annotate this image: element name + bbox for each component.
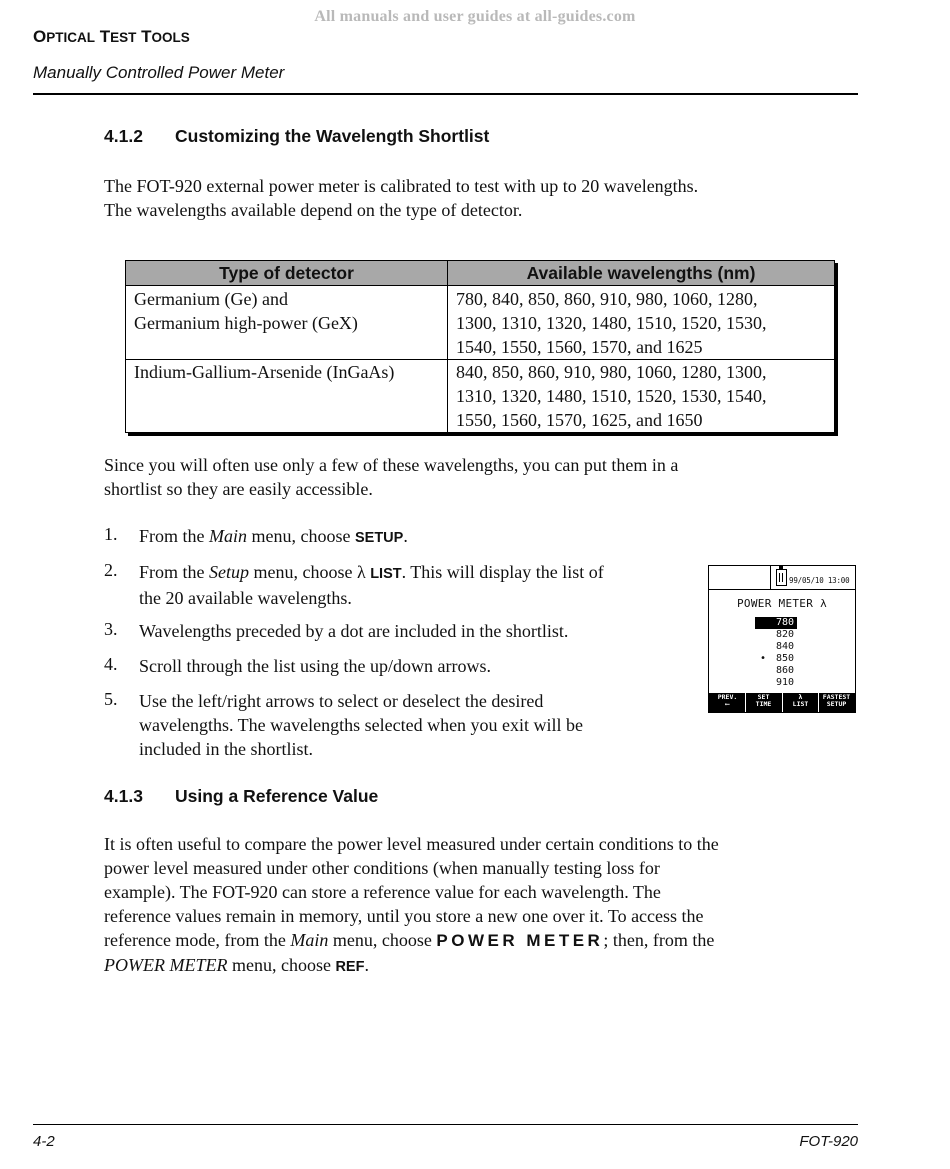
paragraph-line: The FOT-920 external power meter is calibrated to test with up to 20 wavelengths. bbox=[104, 176, 699, 196]
section-number: 4.1.2 bbox=[104, 126, 143, 146]
section-title: Customizing the Wavelength Shortlist bbox=[175, 126, 490, 146]
text-run: menu, choose bbox=[227, 955, 336, 975]
command-name: SETUP bbox=[354, 530, 404, 546]
softkey-label: FASTEST bbox=[822, 693, 851, 701]
shortlist-dot-icon: • bbox=[760, 653, 767, 664]
paragraph-line: power level measured under other conditions (when manually testing loss for bbox=[104, 858, 660, 878]
paragraph-line bbox=[104, 928, 884, 953]
paragraph-line bbox=[104, 953, 884, 979]
softkey-label: PREV. bbox=[717, 693, 738, 701]
step-number: 4. bbox=[104, 654, 118, 674]
menu-name: Main bbox=[290, 930, 329, 950]
document-subtitle: Manually Controlled Power Meter bbox=[33, 63, 285, 82]
screen-date: 99/05/10 13:00 bbox=[789, 576, 850, 585]
menu-name: Main bbox=[209, 526, 247, 546]
reference-paragraph bbox=[104, 832, 884, 979]
document-title bbox=[33, 27, 190, 47]
text-run: . bbox=[403, 526, 408, 546]
wavelength-item: 840 bbox=[775, 641, 794, 652]
text-run: . This will display the list of bbox=[401, 562, 604, 582]
paragraph-line: shortlist so they are easily accessible. bbox=[104, 479, 373, 499]
section-heading-412 bbox=[104, 126, 489, 147]
paragraph-line: The wavelengths available depend on the type of detector. bbox=[104, 200, 523, 220]
wavelength-item: 820 bbox=[775, 629, 794, 640]
step-number: 1. bbox=[104, 524, 118, 544]
cell-line: Germanium high-power (GeX) bbox=[134, 313, 358, 333]
detector-table bbox=[125, 260, 835, 433]
page-number: 4-2 bbox=[33, 1133, 55, 1150]
step-number: 5. bbox=[104, 689, 118, 709]
power-meter-screen bbox=[708, 565, 856, 713]
lambda-icon: λ bbox=[798, 693, 803, 701]
wavelength-item: 860 bbox=[775, 665, 794, 676]
arrow-left-icon: ⟵ bbox=[725, 700, 730, 708]
step-number: 2. bbox=[104, 560, 118, 580]
title-rest: EST bbox=[110, 30, 137, 45]
softkey-label: SETUP bbox=[826, 700, 847, 708]
cell-line: Indium-Gallium-Arsenide (InGaAs) bbox=[134, 362, 395, 382]
title-rest: PTICAL bbox=[46, 30, 95, 45]
title-initial: T bbox=[99, 27, 111, 46]
cell-line: 780, 840, 850, 860, 910, 980, 1060, 1280, bbox=[456, 289, 758, 309]
paragraph-line: Since you will often use only a few of these wavelengths, you can put them in a bbox=[104, 455, 679, 475]
wavelength-item: 910 bbox=[775, 677, 794, 688]
text-run: . bbox=[364, 955, 369, 975]
text-run: wavelengths. The wavelengths selected when you exit will be bbox=[139, 715, 584, 735]
softkey-label: TIME bbox=[755, 700, 772, 708]
paragraph-line: reference values remain in memory, until you store a new one over it. To access the bbox=[104, 906, 704, 926]
step-text bbox=[139, 524, 408, 550]
text-run: Use the left/right arrows to select or deselect the desired bbox=[139, 691, 544, 711]
title-initial: O bbox=[33, 27, 47, 46]
shortlist-paragraph bbox=[104, 453, 864, 501]
command-name: REF bbox=[335, 959, 365, 975]
softkey-bar bbox=[709, 693, 855, 712]
text-run: ; then, from the bbox=[603, 930, 715, 950]
wavelength-item-selected: 780 bbox=[755, 617, 797, 629]
section-title: Using a Reference Value bbox=[175, 786, 379, 806]
text-run: the 20 available wavelengths. bbox=[139, 588, 352, 608]
softkey-label: LIST bbox=[792, 700, 809, 708]
screen-title: POWER METER λ bbox=[737, 597, 827, 610]
status-divider bbox=[770, 566, 771, 589]
cell-line: 840, 850, 860, 910, 980, 1060, 1280, 1300, bbox=[456, 362, 767, 382]
text-run: included in the shortlist. bbox=[139, 739, 313, 759]
table-column-divider bbox=[447, 261, 448, 432]
cell-line: 1310, 1320, 1480, 1510, 1520, 1530, 1540, bbox=[456, 386, 767, 406]
menu-name: POWER METER bbox=[104, 955, 228, 975]
table-cell-wavelengths bbox=[456, 287, 767, 359]
command-name: POWER METER bbox=[436, 931, 604, 950]
step-text: Scroll through the list using the up/down arrows. bbox=[139, 656, 491, 676]
step-number: 3. bbox=[104, 619, 118, 639]
table-cell-detector bbox=[134, 287, 358, 335]
wavelength-item: 850 bbox=[775, 653, 794, 664]
title-rest: OOLS bbox=[151, 30, 190, 45]
cell-line: 1550, 1560, 1570, 1625, and 1650 bbox=[456, 410, 703, 430]
softkey-fastest-setup bbox=[819, 694, 854, 711]
cell-line: 1540, 1550, 1560, 1570, and 1625 bbox=[456, 337, 703, 357]
header-divider bbox=[33, 93, 858, 95]
battery-icon bbox=[776, 569, 787, 586]
product-name: FOT-920 bbox=[799, 1133, 858, 1150]
section-heading-413 bbox=[104, 786, 378, 807]
cell-line: Germanium (Ge) and bbox=[134, 289, 288, 309]
intro-paragraph bbox=[104, 174, 864, 222]
menu-name: Setup bbox=[209, 562, 249, 582]
softkey-prev bbox=[710, 694, 745, 711]
step-text bbox=[139, 689, 583, 761]
text-run: From the bbox=[139, 526, 209, 546]
watermark: All manuals and user guides at all-guides.com bbox=[314, 8, 636, 25]
table-header-wavelengths: Available wavelengths (nm) bbox=[526, 263, 756, 283]
step-text: Wavelengths preceded by a dot are included in the shortlist. bbox=[139, 621, 569, 641]
command-name: LIST bbox=[370, 566, 402, 582]
cell-line: 1300, 1310, 1320, 1480, 1510, 1520, 1530, bbox=[456, 313, 767, 333]
table-cell-detector bbox=[134, 360, 394, 384]
paragraph-line: example). The FOT-920 can store a reference value for each wavelength. The bbox=[104, 882, 661, 902]
text-run: menu, choose λ bbox=[249, 562, 371, 582]
step-text bbox=[139, 560, 604, 610]
footer-divider bbox=[33, 1124, 858, 1125]
title-initial: T bbox=[141, 27, 152, 46]
text-run: From the bbox=[139, 562, 209, 582]
text-run: menu, choose bbox=[247, 526, 355, 546]
text-run: menu, choose bbox=[328, 930, 437, 950]
softkey-label: SET bbox=[757, 693, 770, 701]
section-number: 4.1.3 bbox=[104, 786, 143, 806]
softkey-set-time bbox=[746, 694, 781, 711]
table-header-row bbox=[126, 261, 834, 286]
table-cell-wavelengths bbox=[456, 360, 767, 432]
paragraph-line: It is often useful to compare the power level measured under certain conditions to the bbox=[104, 834, 719, 854]
text-run: reference mode, from the bbox=[104, 930, 291, 950]
table-header-detector: Type of detector bbox=[219, 263, 354, 283]
softkey-lambda-list bbox=[783, 694, 818, 711]
